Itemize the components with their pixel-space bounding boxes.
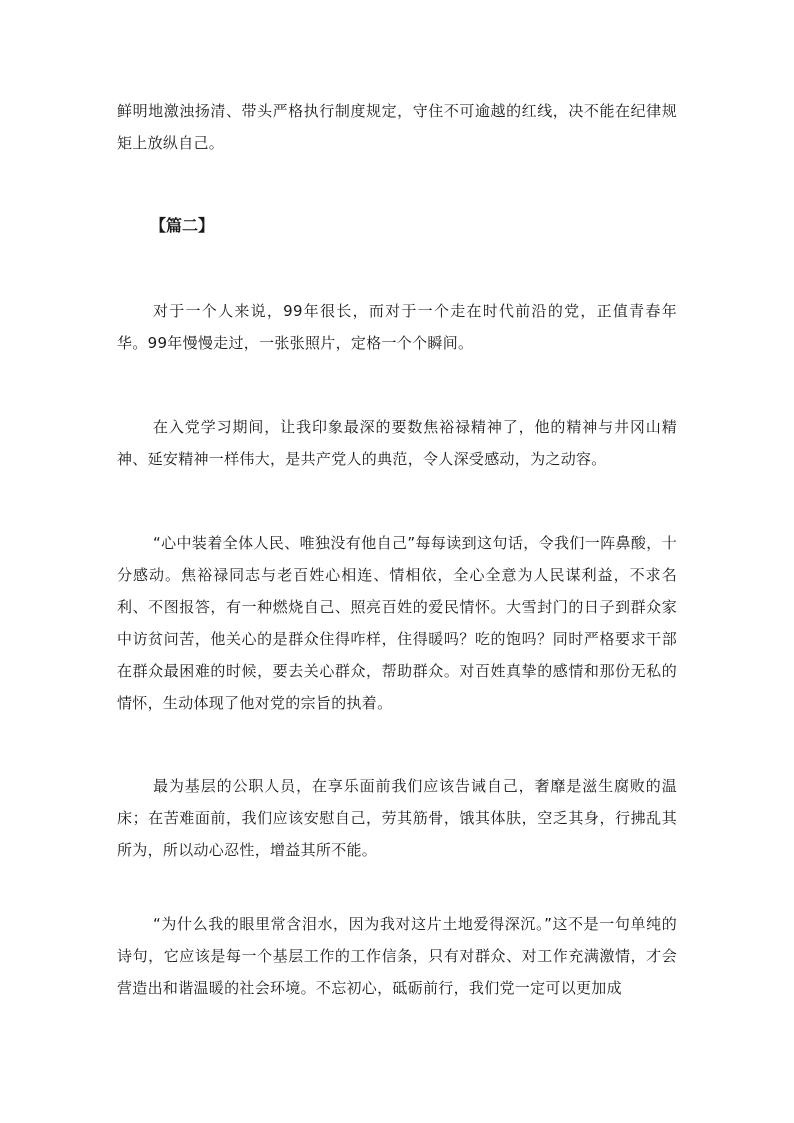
paragraph-6: “为什么我的眼里常含泪水，因为我对这片土地爱得深沉。”这不是一句单纯的诗句，它应该是每一个基层工作的工作信条，只有对群众、对工作充满激情，才会营造出和谐温暖的社会环境。不忘初心，砥砺前行，我们党一定可以更加成 — [117, 915, 677, 997]
paragraph-5: 最为基层的公职人员，在享乐面前我们应该告诫自己，奢靡是滋生腐败的温床；在苦难面前，我们应该安慰自己，劳其筋骨，饿其体肤，空乏其身，行拂乱其所为，所以动心忍性，增益其所不能。 — [117, 777, 677, 859]
paragraph-4: “心中装着全体人民、唯独没有他自己”每每读到这句话，令我们一阵鼻酸，十分感动。焦裕禄同志与老百姓心相连、情相依，全心全意为人民谋利益，不求名利、不图报答，有一种燃烧自己、照亮百姓的爱民情怀。大雪封门的日子到群众家中访贫问苦，他关心的是群众住得咋样，住得暖吗？吃的饱吗？同时严格要求干部在群众最困难的时候，要去关心群众，帮助群众。对百姓真挚的感情和那份无私的情怀，生动体现了他对党的宗旨的执着。 — [117, 534, 677, 712]
section-heading: 【篇二】 — [150, 216, 215, 235]
paragraph-1: 鲜明地激浊扬清、带头严格执行制度规定，守住不可逾越的红线，决不能在纪律规矩上放纵自己。 — [117, 102, 677, 152]
paragraph-2: 对于一个人来说，99年很长，而对于一个走在时代前沿的党，正值青春年华。99年慢慢走过，一张张照片，定格一个个瞬间。 — [117, 302, 677, 352]
paragraph-3: 在入党学习期间，让我印象最深的要数焦裕禄精神了，他的精神与井冈山精神、延安精神一样伟大，是共产党人的典范，令人深受感动，为之动容。 — [117, 418, 677, 468]
